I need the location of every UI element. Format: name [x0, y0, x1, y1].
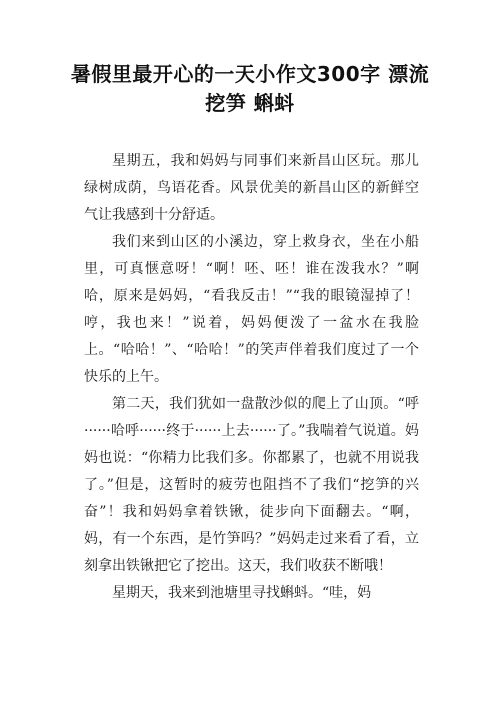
paragraph-3: 第二天，我们犹如一盘散沙似的爬上了山顶。“呼······哈呼······终于······上去······了。”我喘着气说道。妈妈也说：“你精力比我们多。你都累了，也就不用说我了。”但是，这暂时的疲劳也阻挡不了我们“挖笋的兴奋”！我和妈妈拿着铁锹，徒步向下面翻去。“啊，妈，有一个东西，是竹笋吗？”妈妈走过来看了看，立刻拿出铁锹把它了挖出。这天，我们收获不断哦！	[84, 396, 419, 574]
document-body	[84, 148, 419, 607]
paragraph-4: 星期天，我来到池塘里寻找蝌蚪。“哇，妈	[112, 585, 372, 601]
paragraph-2: 我们来到山区的小溪边，穿上救身衣，坐在小船里，可真惬意呀！“啊！呸、呸！谁在泼我水？”啊哈，原来是妈妈，“看我反击！”“我的眼镜湿掉了！哼，我也来！”说着，妈妈便泼了一盆水在我脸上。“哈哈！”、“哈哈！”的笑声伴着我们度过了一个快乐的上午。	[84, 234, 419, 385]
document-title: 暑假里最开心的一天小作文300字 漂流 挖笋 蝌蚪	[70, 62, 430, 115]
paragraph-1: 星期五，我和妈妈与同事们来新昌山区玩。那儿绿树成荫，鸟语花香。风景优美的新昌山区的新鲜空气让我感到十分舒适。	[84, 153, 419, 223]
